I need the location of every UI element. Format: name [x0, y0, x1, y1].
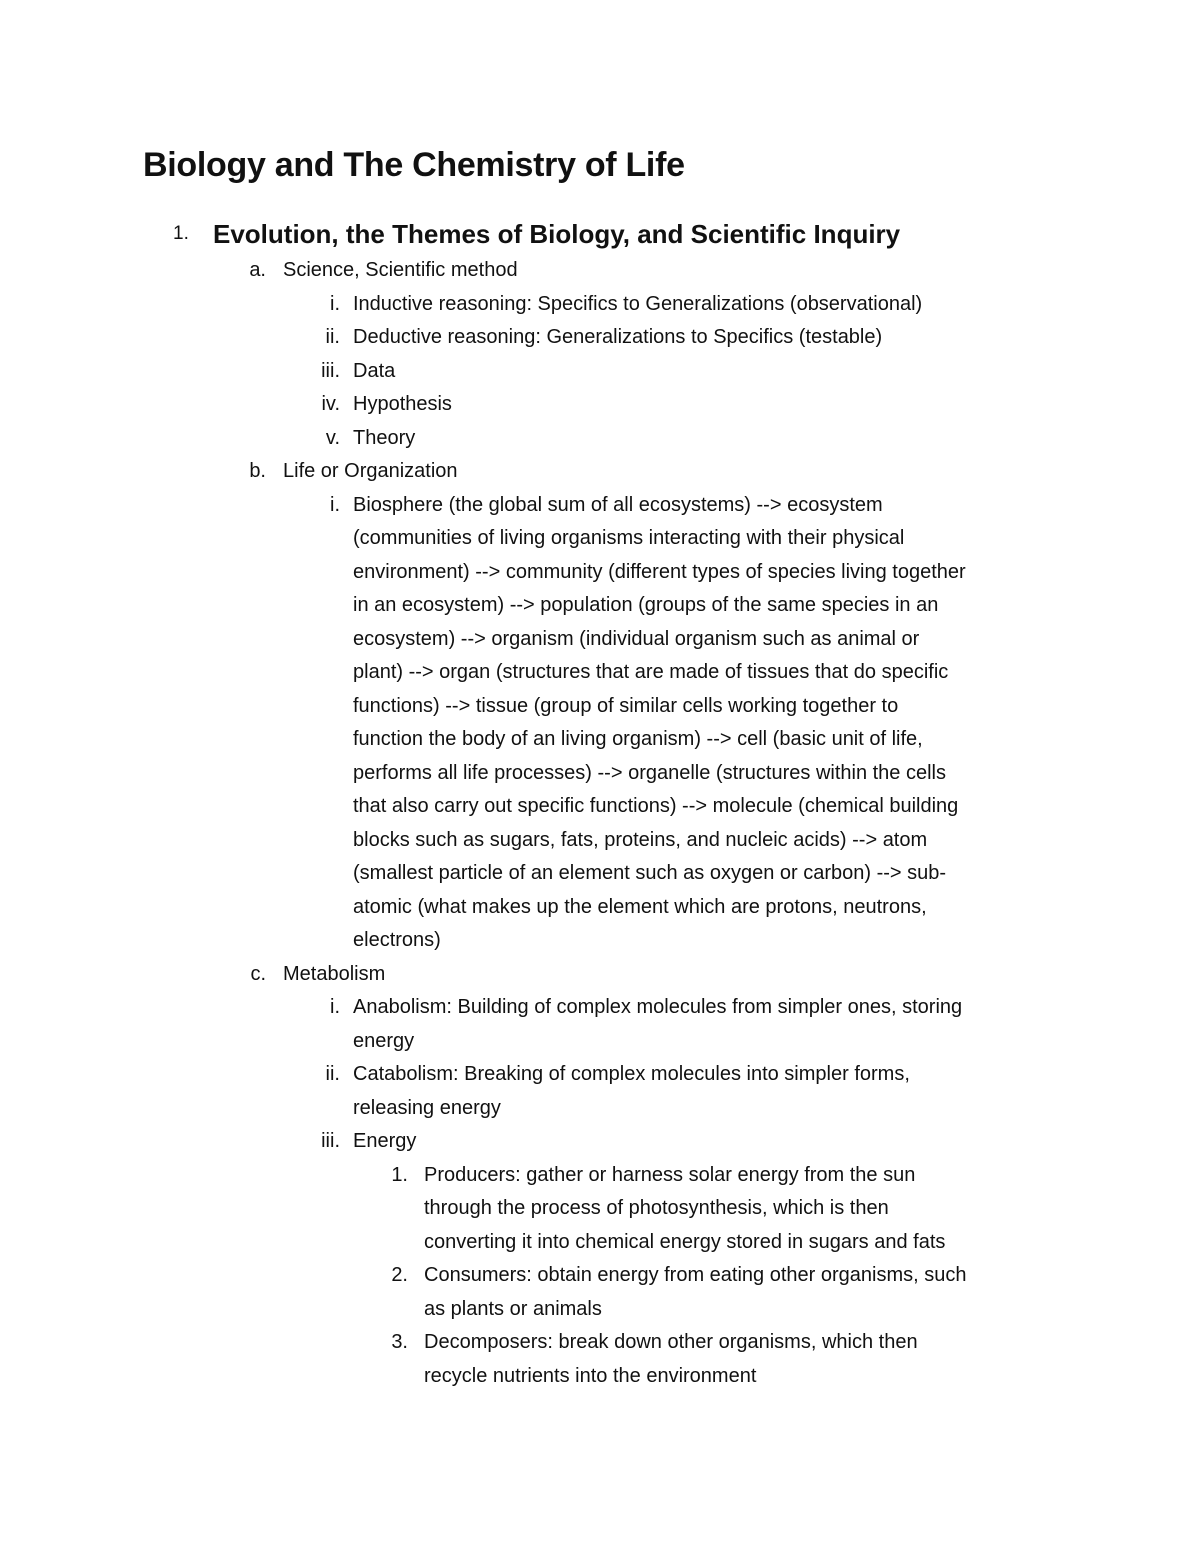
outline-item-level-4 [0, 1326, 1200, 1393]
item-text-line: in an ecosystem) --> population (groups of the same species in an [353, 594, 939, 616]
list-marker: ii. [325, 1063, 340, 1085]
section-number: 1. [173, 223, 189, 244]
list-marker: i. [330, 292, 340, 315]
item-text-line: Producers: gather or harness solar energy from the sun [424, 1163, 916, 1186]
list-marker: c. [250, 962, 266, 985]
outline-item-level-3 [0, 422, 1200, 456]
outline-item-level-4 [0, 1159, 1200, 1260]
item-text-line: through the process of photosynthesis, which is then [424, 1197, 889, 1219]
item-text-line: atomic (what makes up the element which are protons, neutrons, [353, 895, 927, 918]
item-text-line: Catabolism: Breaking of complex molecules into simpler forms, [353, 1063, 910, 1085]
item-text-line: energy [353, 1029, 415, 1052]
item-text-line: releasing energy [353, 1096, 501, 1119]
list-marker: a. [249, 259, 266, 281]
list-marker: b. [249, 460, 266, 482]
list-marker: i. [330, 996, 340, 1018]
outline-item-level-2 [0, 254, 1200, 288]
item-text-line: plant) --> organ (structures that are made of tissues that do specific [353, 661, 949, 683]
list-marker: ii. [325, 326, 340, 348]
item-text-line: ecosystem) --> organism (individual organism such as animal or [353, 627, 920, 650]
item-text-line: Decomposers: break down other organisms, which then [424, 1331, 918, 1353]
item-text-line: function the body of an living organism) --> cell (basic unit of life, [353, 728, 923, 750]
item-text-line: environment) --> community (different types of species living together [353, 560, 966, 583]
item-text-line: that also carry out specific functions) --> molecule (chemical building [353, 795, 959, 817]
outline-item-level-3 [0, 321, 1200, 355]
outline-item-level-3 [0, 991, 1200, 1058]
outline-item-level-2 [0, 455, 1200, 489]
list-marker: i. [330, 493, 340, 516]
outline-item-level-4 [0, 1259, 1200, 1326]
outline-item-level-2 [0, 958, 1200, 992]
list-marker: iii. [321, 359, 340, 382]
item-text-line: Data [353, 359, 396, 382]
item-text-line: (communities of living organisms interacting with their physical [353, 527, 905, 549]
outline-item-level-3 [0, 489, 1200, 958]
item-text-line: Anabolism: Building of complex molecules from simpler ones, storing [353, 996, 963, 1018]
item-text-line: Life or Organization [283, 460, 458, 482]
list-marker: 3. [391, 1331, 408, 1353]
item-text-line: Biosphere (the global sum of all ecosystems) --> ecosystem [353, 493, 883, 516]
item-text-line: as plants or animals [424, 1297, 602, 1320]
item-text-line: functions) --> tissue (group of similar cells working together to [353, 694, 899, 717]
outline-item-level-3 [0, 388, 1200, 422]
item-text-line: Consumers: obtain energy from eating other organisms, such [424, 1264, 967, 1286]
document-title: Biology and The Chemistry of Life [143, 146, 685, 184]
item-text-line: recycle nutrients into the environment [424, 1364, 757, 1387]
section-heading [0, 215, 1200, 253]
item-text-line: Metabolism [283, 962, 386, 985]
item-text-line: Science, Scientific method [283, 259, 518, 281]
item-text-line: Energy [353, 1130, 417, 1152]
item-text-line: Theory [353, 426, 416, 449]
outline-item-level-3 [0, 1058, 1200, 1125]
item-text-line: electrons) [353, 929, 441, 951]
item-text-line: Deductive reasoning: Generalizations to Specifics (testable) [353, 326, 883, 348]
list-marker: iii. [321, 1130, 340, 1152]
item-text-line: performs all life processes) --> organelle (structures within the cells [353, 761, 946, 784]
list-marker: 2. [391, 1264, 408, 1286]
outline-list [0, 254, 1200, 1393]
list-marker: 1. [391, 1163, 408, 1186]
item-text-line: Hypothesis [353, 393, 452, 415]
item-text-line: (smallest particle of an element such as oxygen or carbon) --> sub- [353, 862, 947, 884]
outline-item-level-3 [0, 1125, 1200, 1159]
item-text-line: blocks such as sugars, fats, proteins, and nucleic acids) --> atom [353, 828, 928, 851]
item-text-line: Inductive reasoning: Specifics to Generalizations (observational) [353, 292, 923, 315]
outline-item-level-3 [0, 355, 1200, 389]
list-marker: v. [325, 426, 340, 449]
section-title: Evolution, the Themes of Biology, and Scientific Inquiry [213, 219, 901, 249]
outline-item-level-3 [0, 288, 1200, 322]
list-marker: iv. [321, 393, 340, 415]
item-text-line: converting it into chemical energy stored in sugars and fats [424, 1230, 946, 1253]
